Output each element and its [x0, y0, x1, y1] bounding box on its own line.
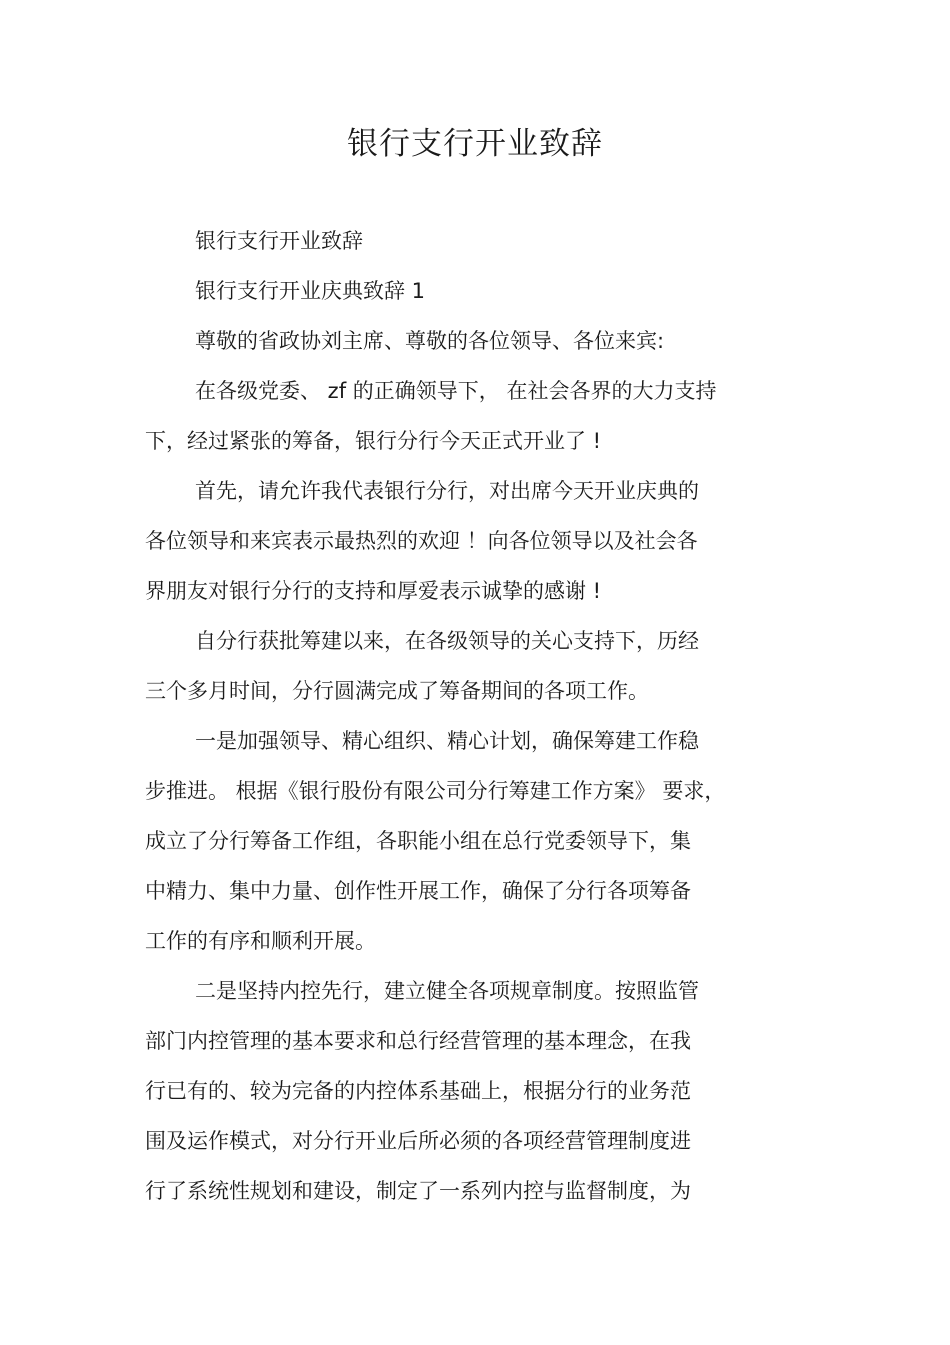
paragraph-line: 在各级党委、 zf 的正确领导下， 在社会各界的大力支持 — [195, 379, 717, 403]
paragraph-line: 围及运作模式，对分行开业后所必须的各项经营管理制度进 — [145, 1129, 691, 1153]
subtitle-line: 银行支行开业致辞 — [195, 229, 363, 253]
paragraph-line: 成立了分行筹备工作组，各职能小组在总行党委领导下，集 — [145, 829, 691, 853]
paragraph-line: 下，经过紧张的筹备，银行分行今天正式开业了 ! — [145, 429, 602, 453]
paragraph-line: 一是加强领导、精心组织、精心计划，确保筹建工作稳 — [195, 729, 699, 753]
paragraph-line: 各位领导和来宾表示最热烈的欢迎 ！向各位领导以及社会各 — [145, 529, 698, 553]
document-title: 银行支行开业致辞 — [347, 126, 603, 162]
paragraph-line: 部门内控管理的基本要求和总行经营管理的基本理念，在我 — [145, 1029, 691, 1053]
paragraph-line: 首先，请允许我代表银行分行，对出席今天开业庆典的 — [195, 479, 699, 503]
paragraph-line: 中精力、集中力量、创作性开展工作，确保了分行各项筹备 — [145, 879, 691, 903]
salutation: 尊敬的省政协刘主席、尊敬的各位领导、各位来宾: — [195, 329, 665, 353]
paragraph-line: 自分行获批筹建以来，在各级领导的关心支持下，历经 — [195, 629, 699, 653]
paragraph-line: 工作的有序和顺利开展。 — [145, 929, 376, 953]
section-heading: 银行支行开业庆典致辞 1 — [195, 279, 426, 303]
paragraph-line: 行已有的、较为完备的内控体系基础上，根据分行的业务范 — [145, 1079, 691, 1103]
paragraph-line: 二是坚持内控先行，建立健全各项规章制度。按照监管 — [195, 979, 699, 1003]
paragraph-line: 步推进。 根据《银行股份有限公司分行筹建工作方案》 要求， — [145, 779, 726, 803]
paragraph-line: 界朋友对银行分行的支持和厚爱表示诚挚的感谢 ! — [145, 579, 602, 603]
paragraph-line: 三个多月时间，分行圆满完成了筹备期间的各项工作。 — [145, 679, 649, 703]
paragraph-line: 行了系统性规划和建设，制定了一系列内控与监督制度，为 — [145, 1179, 691, 1203]
